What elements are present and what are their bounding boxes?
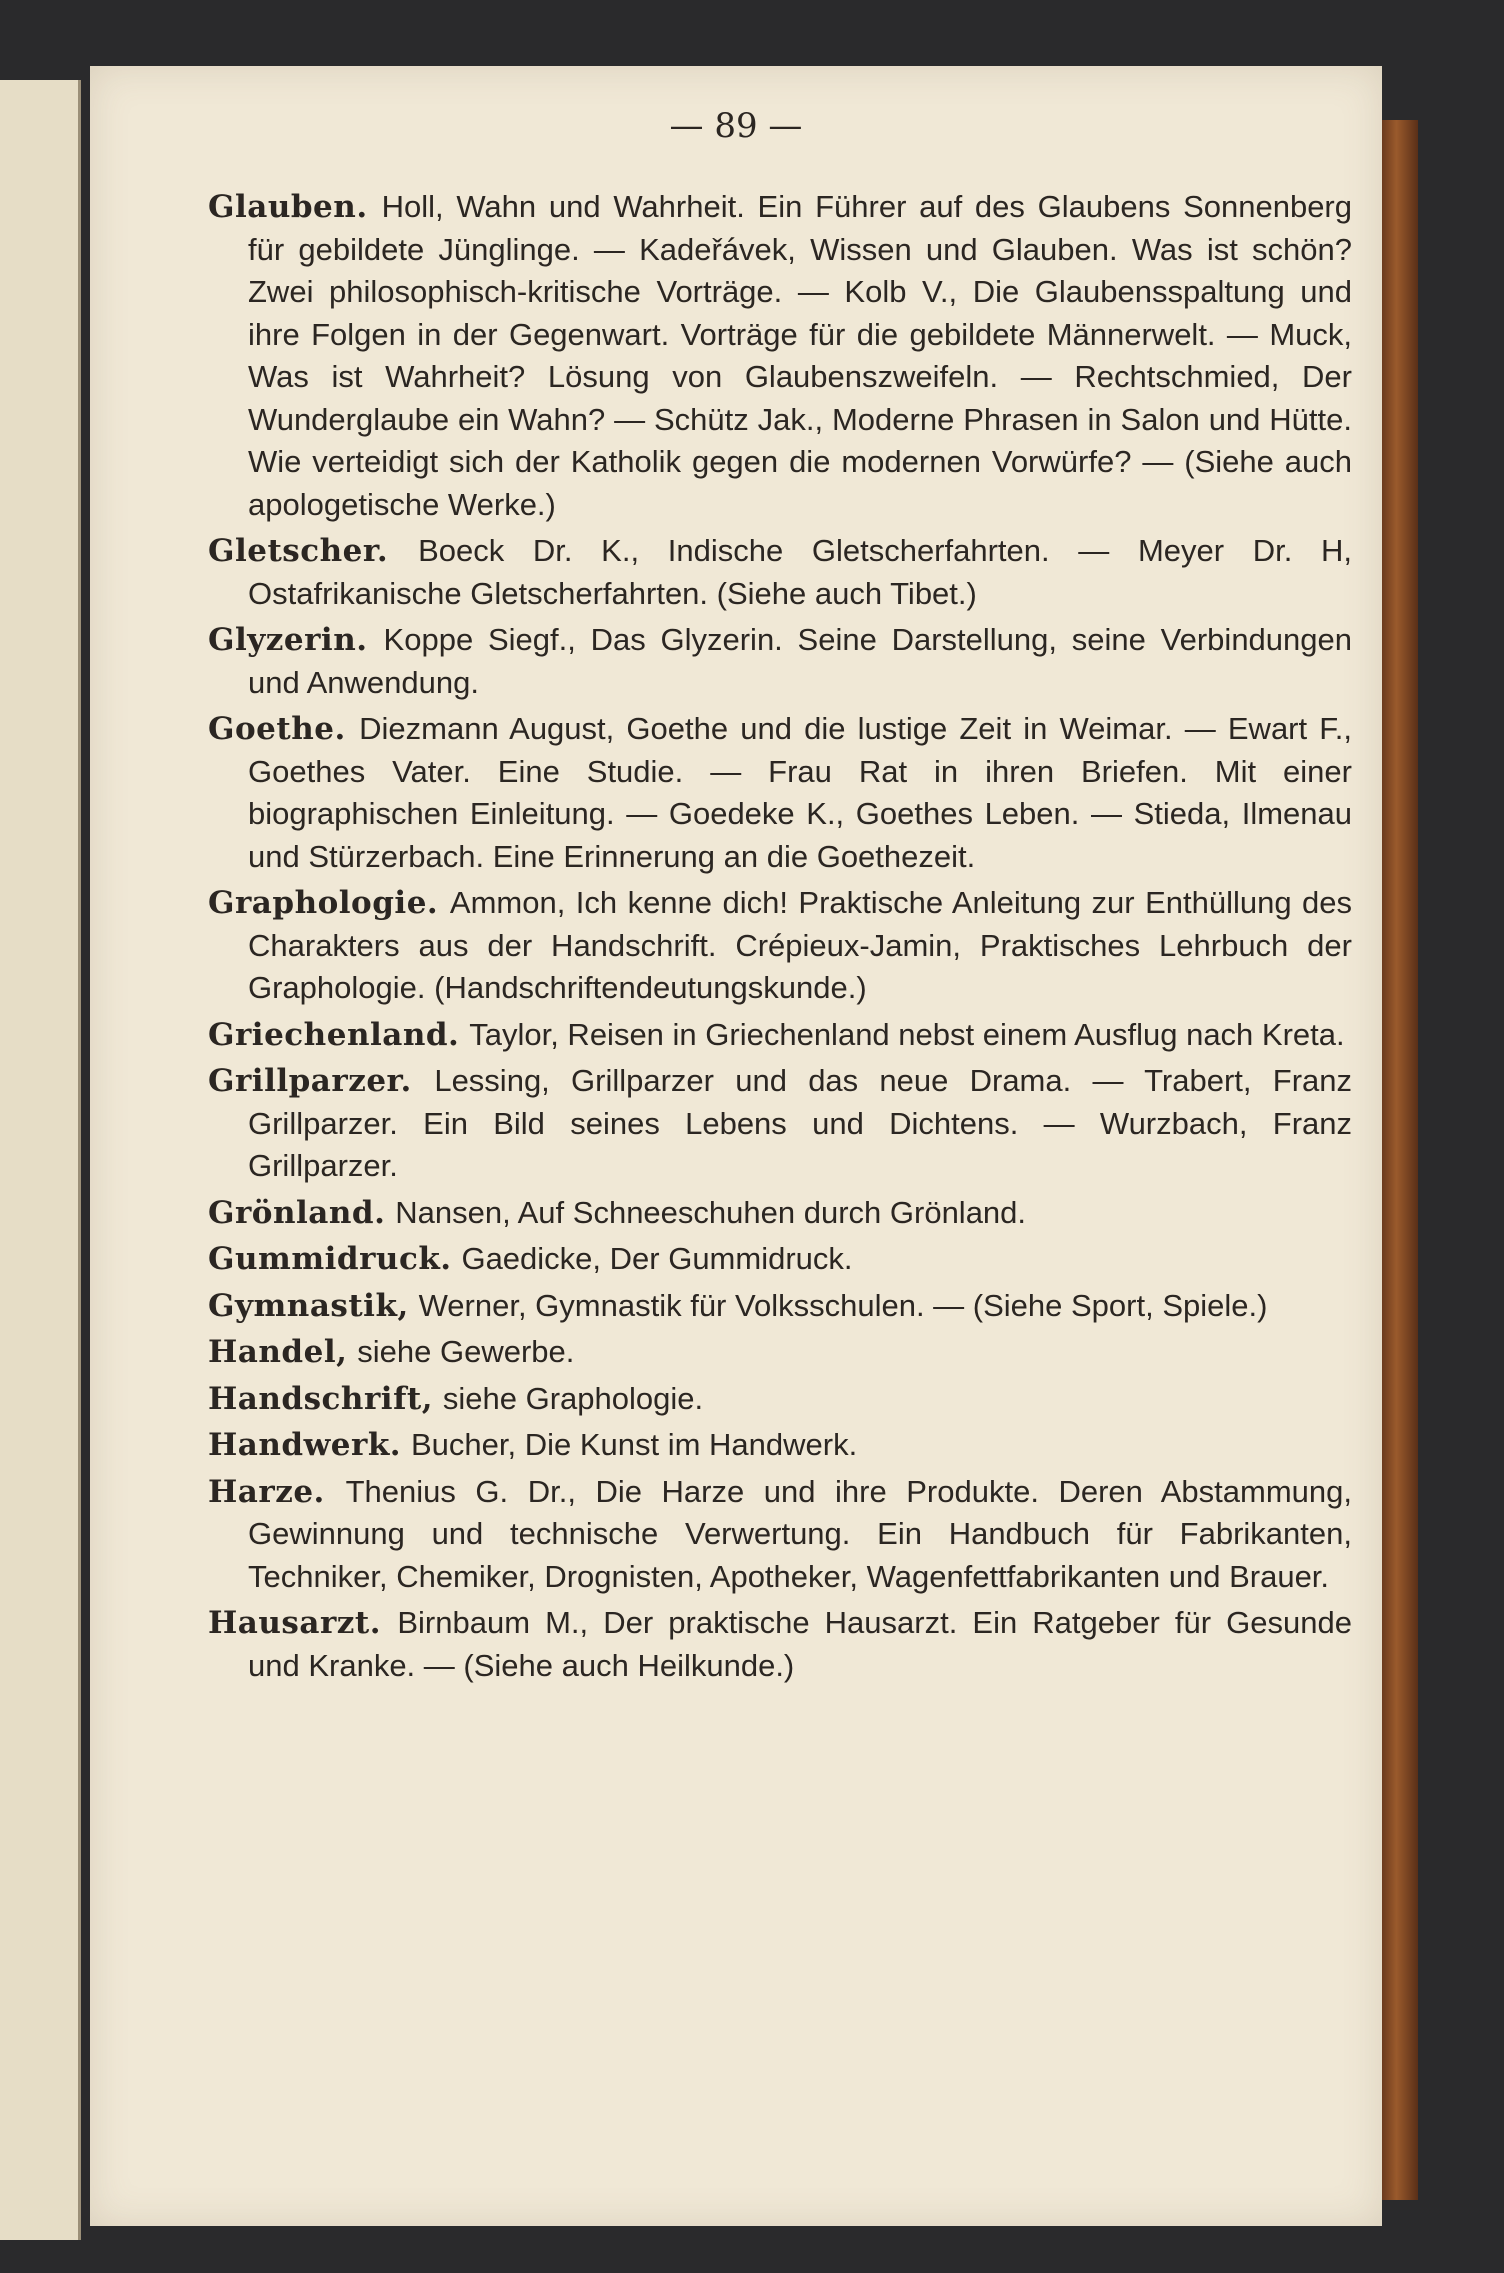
index-entry [208,1060,1352,1188]
entry-heading: Griechenland. [208,1016,460,1053]
entry-heading: Handwerk. [208,1427,402,1463]
entry-heading: Gummidruck. [208,1241,452,1277]
entry-text: Bucher, Die Kunst im Handwerk. [410,1427,858,1462]
entry-heading: Grillparzer. [208,1063,412,1099]
index-entry [208,530,1352,615]
entry-text: Thenius G. Dr., Die Harze und ihre Produkte. Deren Abstammung, Gewinnung und technische Verwertung. Ein Handbuch für Fabrikanten, Techniker, Chemiker, Drognisten, Apotheker, Wagenfettfabrikanten und Brauer. [248,1473,1352,1594]
index-entry [208,882,1352,1010]
entry-heading: Gletscher. [208,533,389,569]
entry-heading: Harze. [208,1473,325,1510]
entry-text: siehe Graphologie. [442,1380,704,1416]
entry-heading: Hausarzt. [208,1605,382,1641]
index-entry [208,1192,1352,1235]
facing-page-edge [0,80,81,2240]
index-entry [208,1378,1352,1421]
entry-heading: Handschrift, [208,1380,434,1417]
entry-text: Boeck Dr. K., Indische Gletscherfahrten. — Meyer Dr. H, Ostafrikanische Gletscherfahrten. (Siehe auch Tibet.) [248,533,1353,611]
entry-text: Diezmann August, Goethe und die lustige Zeit in Weimar. — Ewart F., Goethes Vater. Eine Studie. — Frau Rat in ihren Briefen. Mit einer biographischen Einleitung. — Goedeke K., Goethes Leben. — Stieda, Ilmenau und Stürzerbach. Eine Erinnerung an die Goethezeit. [248,711,1352,874]
entry-text: Holl, Wahn und Wahrheit. Ein Führer auf des Glaubens Sonnenberg für gebildete Jünglinge. — Kadeřávek, Wissen und Glauben. Was ist schön? Zwei philosophisch-kritische Vorträge. — Kolb V., Die Glaubensspaltung und ihre Folgen in der Gegenwart. Vorträge für die gebildete Männerwelt. — Muck, Was ist Wahrheit? Lösung von Glaubenszweifeln. — Rechtschmied, Der Wunderglaube ein Wahn? — Schütz Jak., Moderne Phrasen in Salon und Hütte. Wie verteidigt sich der Katholik gegen die modernen Vorwürfe? — (Siehe auch apologetische Werke.) [248,189,1352,522]
entry-text: Birnbaum M., Der praktische Hausarzt. Ein Ratgeber für Gesunde und Kranke. — (Siehe auch Heilkunde.) [248,1605,1352,1683]
index-entries [208,186,1352,1691]
index-entry [208,186,1352,526]
index-entry [208,1424,1352,1467]
book-page [90,66,1382,2226]
index-entry [208,1238,1352,1281]
index-entry [208,708,1352,878]
entry-heading: Glauben. [208,189,368,225]
index-entry [208,619,1352,704]
entry-text: Lessing, Grillparzer und das neue Drama. — Trabert, Franz Grillparzer. Ein Bild seines Lebens und Dichtens. — Wurzbach, Franz Grillparzer. [248,1063,1353,1183]
entry-heading: Graphologie. [208,885,439,921]
entry-text: siehe Gewerbe. [357,1334,575,1369]
entry-text: Koppe Siegf., Das Glyzerin. Seine Darstellung, seine Verbindungen und Anwendung. [248,622,1352,700]
entry-text: Werner, Gymnastik für Volksschulen. — (Siehe Sport, Spiele.) [418,1287,1268,1323]
entry-heading: Grönland. [208,1194,386,1231]
page-number: — 89 — [669,106,803,146]
entry-text: Gaedicke, Der Gummidruck. [461,1241,853,1276]
entry-text: Taylor, Reisen in Griechenland nebst einem Ausflug nach Kreta. [469,1016,1345,1052]
entry-text: Nansen, Auf Schneeschuhen durch Grönland. [395,1194,1027,1230]
entry-heading: Handel, [208,1334,348,1370]
entry-heading: Goethe. [208,711,346,747]
index-entry [208,1285,1352,1328]
entry-heading: Gymnastik, [208,1287,409,1324]
index-entry [208,1602,1352,1687]
entry-text: Ammon, Ich kenne dich! Praktische Anleitung zur Enthüllung des Charakters aus der Handschrift. Crépieux-Jamin, Praktisches Lehrbuch der Graphologie. (Handschriftendeutungskunde.) [248,885,1352,1005]
index-entry [208,1331,1352,1374]
index-entry [208,1471,1352,1599]
entry-heading: Glyzerin. [208,622,368,658]
index-entry [208,1014,1352,1057]
book-spine [1382,120,1418,2200]
